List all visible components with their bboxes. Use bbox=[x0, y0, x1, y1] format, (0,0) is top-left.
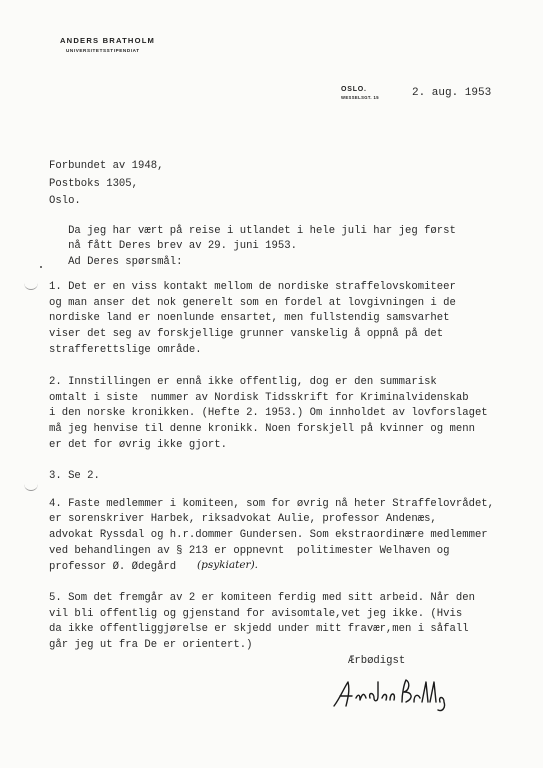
body-line: Da jeg har vært på reise i utlandet i hele juli har jeg først bbox=[49, 225, 456, 237]
body-line: er sorenskriver Harbek, riksadvokat Aulie, professor Andenæs, bbox=[49, 513, 437, 525]
margin-mark bbox=[24, 283, 38, 290]
letterhead-name: ANDERS BRATHOLM bbox=[60, 36, 156, 45]
body-line: da ikke offentliggjørelse er skjedd under mitt fravær,men i såfall bbox=[49, 623, 469, 635]
place-city: OSLO. bbox=[341, 86, 367, 93]
place-street: WESSELSGT. 15 bbox=[341, 95, 380, 100]
body-line: i den norske kronikken. (Hefte 2. 1953.) Om innholdet av lovforslaget bbox=[49, 407, 488, 419]
body-line: er det for øvrig ikke gjort. bbox=[49, 439, 228, 451]
body-line: vil bli offentlig og gjenstand for avisomtale,vet jeg ikke. (Hvis bbox=[49, 608, 463, 620]
body-line: går jeg ut fra De er orientert.) bbox=[49, 639, 253, 651]
body-line: ved behandlingen av § 213 er oppnevnt politimester Welhaven og bbox=[49, 545, 450, 557]
body-line: og man anser det nok generelt som en fordel at lovgivningen i de bbox=[49, 297, 456, 309]
recipient-line: Oslo. bbox=[49, 195, 81, 207]
body-line: 3. Se 2. bbox=[49, 470, 100, 482]
body-line: 2. Innstillingen er ennå ikke offentlig, dog er den summarisk bbox=[49, 376, 437, 388]
letter-date: 2. aug. 1953 bbox=[412, 87, 492, 99]
body-line: professor Ø. Ødegård bbox=[49, 561, 177, 573]
body-line: nå fått Deres brev av 29. juni 1953. bbox=[49, 240, 297, 252]
body-line: 4. Faste medlemmer i komiteen, som for øvrig nå heter Straffelovrådet, bbox=[49, 498, 495, 510]
body-line: strafferettslige område. bbox=[49, 344, 202, 356]
margin-mark bbox=[24, 484, 38, 491]
recipient-line: Postboks 1305, bbox=[49, 178, 139, 190]
body-line: omtalt i siste nummer av Nordisk Tidsskrift for Kriminalvidenskab bbox=[49, 392, 469, 404]
recipient-line: Forbundet av 1948, bbox=[49, 160, 164, 172]
handwritten-note: (psykiater). bbox=[197, 559, 259, 571]
letterhead-title: UNIVERSITETSSTIPENDIAT bbox=[66, 48, 140, 53]
body-line: 5. Som det fremgår av 2 er komiteen ferdig med sitt arbeid. Når den bbox=[49, 592, 475, 604]
body-line: må jeg henvise til denne kronikk. Noen forskjell på kvinner og menn bbox=[49, 423, 475, 435]
margin-dot bbox=[40, 266, 42, 268]
body-line: 1. Det er en viss kontakt mellom de nordiske straffelovskomiteer bbox=[49, 281, 456, 293]
body-line: nordiske land er noenlunde ensartet, men fullstendig samsvarhet bbox=[49, 312, 450, 324]
signature-image bbox=[328, 668, 456, 716]
closing: Ærbødigst bbox=[348, 655, 406, 667]
body-line: viser det seg av forskjellige grunner vanskelig å oppnå på det bbox=[49, 328, 444, 340]
body-line: Ad Deres spørsmål: bbox=[49, 256, 183, 268]
body-line: advokat Ryssdal og h.r.dommer Gundersen. Som ekstraordinære medlemmer bbox=[49, 529, 488, 541]
